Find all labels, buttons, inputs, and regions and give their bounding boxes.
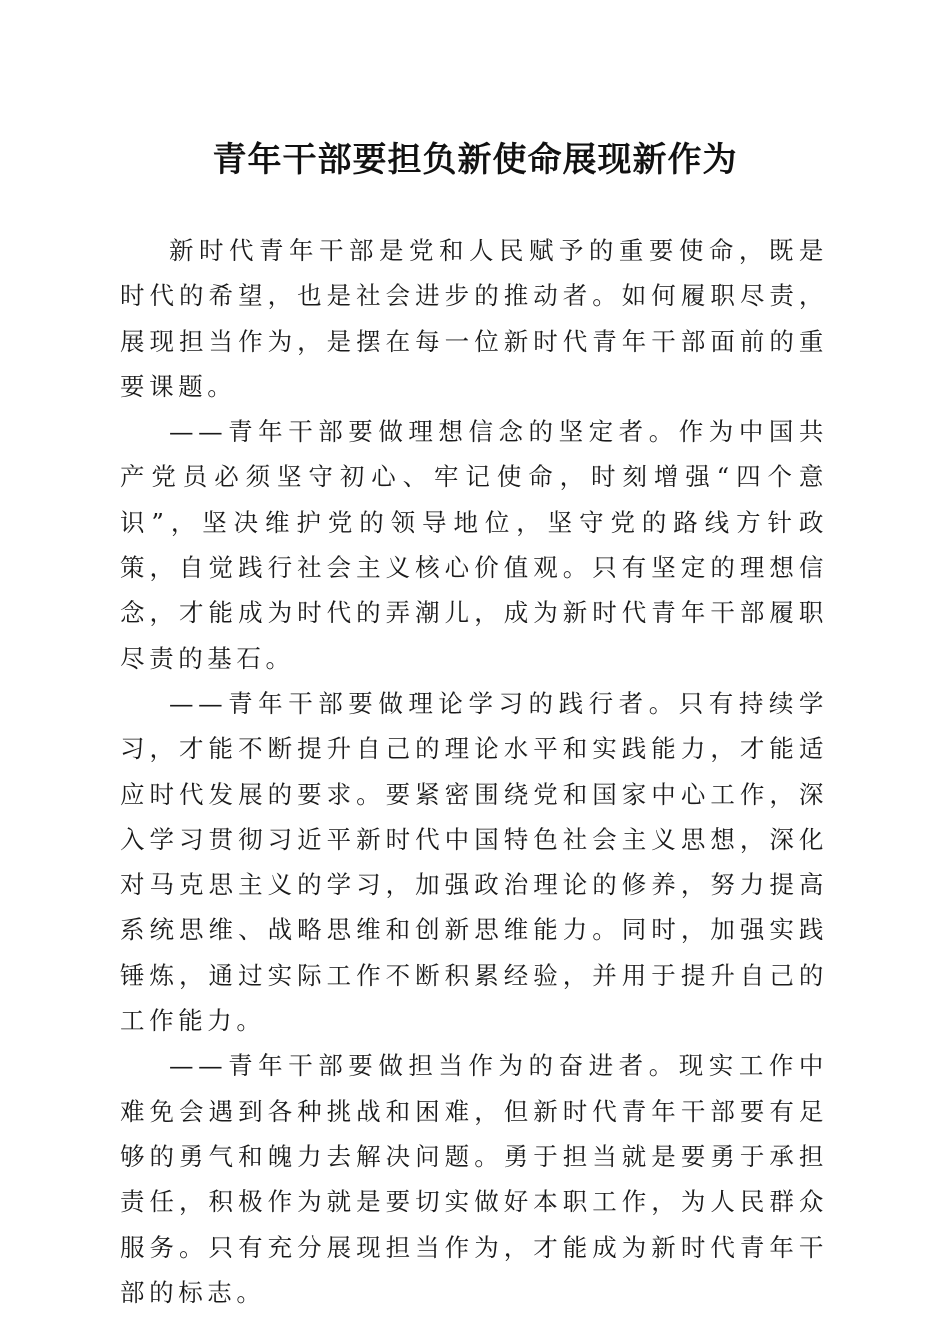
paragraph-theory: ——青年干部要做理论学习的践行者。只有持续学习，才能不断提升自己的理论水平和实践能力，才能适应时代发展的要求。要紧密围绕党和国家中心工作，深入学习贯彻习近平新时代中国特色社会主义思想，深化对马克思主义的学习，加强政治理论的修养，努力提高系统思维、战略思维和创新思维能力。同时，加强实践锤炼，通过实际工作不断积累经验，并用于提升自己的工作能力。: [120, 688, 828, 1036]
document-body: [120, 228, 828, 1315]
paragraph-responsibility: ——青年干部要做担当作为的奋进者。现实工作中难免会遇到各种挑战和困难，但新时代青年干部要有足够的勇气和魄力去解决问题。勇于担当就是要勇于承担责任，积极作为就是要切实做好本职工作，为人民群众服务。只有充分展现担当作为，才能成为新时代青年干部的标志。: [120, 1051, 828, 1307]
paragraph-intro: 新时代青年干部是党和人民赋予的重要使命，既是时代的希望，也是社会进步的推动者。如何履职尽责，展现担当作为，是摆在每一位新时代青年干部面前的重要课题。: [120, 236, 828, 401]
paragraph-ideals: ——青年干部要做理想信念的坚定者。作为中国共产党员必须坚守初心、牢记使命，时刻增强“四个意识”，坚决维护党的领导地位，坚守党的路线方针政策，自觉践行社会主义核心价值观。只有坚定的理想信念，才能成为时代的弄潮儿，成为新时代青年干部履职尽责的基石。: [120, 417, 828, 673]
document-title: 青年干部要担负新使命展现新作为: [212, 140, 738, 180]
